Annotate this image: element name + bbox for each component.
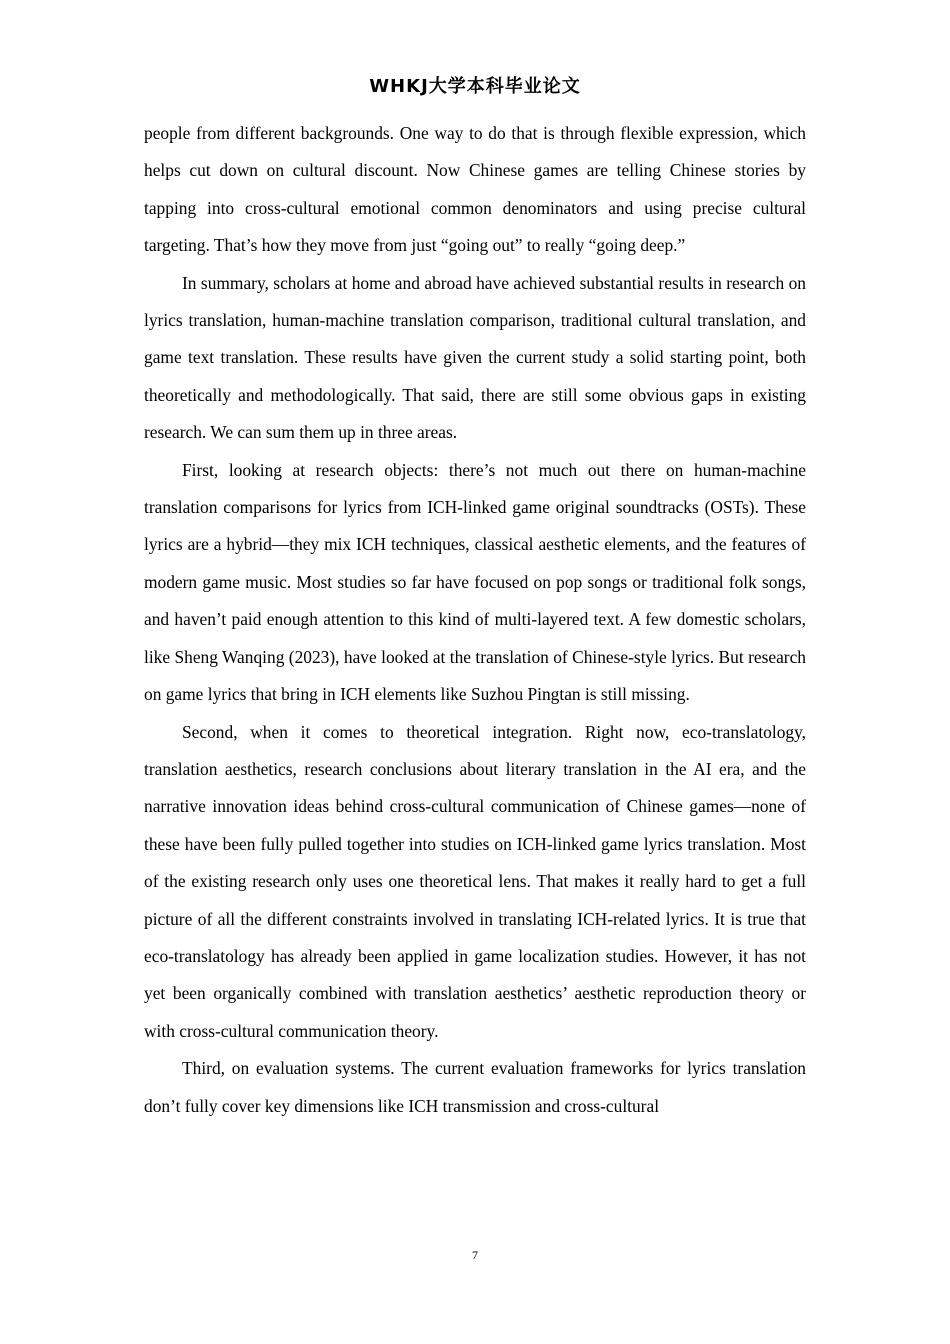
paragraph-first-gap: First, looking at research objects: there’s not much out there on human-machine translation comparisons for lyrics from ICH-linked game original soundtracks (OSTs). These lyrics are a hybrid—they mix ICH techniques, classical aesthetic elements, and the features of modern game music. Most studies so far have focused on pop songs or traditional folk songs, and haven’t paid enough attention to this kind of multi-layered text. A few domestic scholars, like Sheng Wanqing (2023), have looked at the translation of Chinese-style lyrics. But research on game lyrics that bring in ICH elements like Suzhou Pingtan is still missing.: [144, 459, 806, 705]
paragraph-continuation: people from different backgrounds. One way to do that is through flexible expression, which helps cut down on cultural discount. Now Chinese games are telling Chinese stories by tapping into cross-cultural emotional common denominators and using precise cultural targeting. That’s how they move from just “going out” to really “going deep.”: [144, 123, 806, 256]
paragraph-second-gap: Second, when it comes to theoretical integration. Right now, eco-translatology, translation aesthetics, research conclusions about literary translation in the AI era, and the narrative innovation ideas behind cross-cultural communication of Chinese games—none of these have been fully pulled together into studies on ICH-linked game lyrics translation. Most of the existing research only uses one theoretical lens. That makes it really hard to get a full picture of all the different constraints involved in translating ICH-related lyrics. It is true that eco-translatology has already been applied in game localization studies. However, it has not yet been organically combined with translation aesthetics’ aesthetic reproduction theory or with cross-cultural communication theory.: [144, 721, 806, 1041]
page-number: 7: [472, 1248, 478, 1262]
paragraph-third-gap: Third, on evaluation systems. The current evaluation frameworks for lyrics translation don’t fully cover key dimensions like ICH transmission and cross-cultural: [144, 1058, 806, 1116]
paragraph-summary: In summary, scholars at home and abroad have achieved substantial results in research on lyrics translation, human-machine translation comparison, traditional cultural translation, and game text translation. These results have given the current study a solid starting point, both theoretically and methodologically. That said, there are still some obvious gaps in existing research. We can sum them up in three areas.: [144, 272, 806, 443]
page-header: WHKJ大学本科毕业论文: [369, 76, 581, 97]
body-text: [144, 115, 806, 1125]
